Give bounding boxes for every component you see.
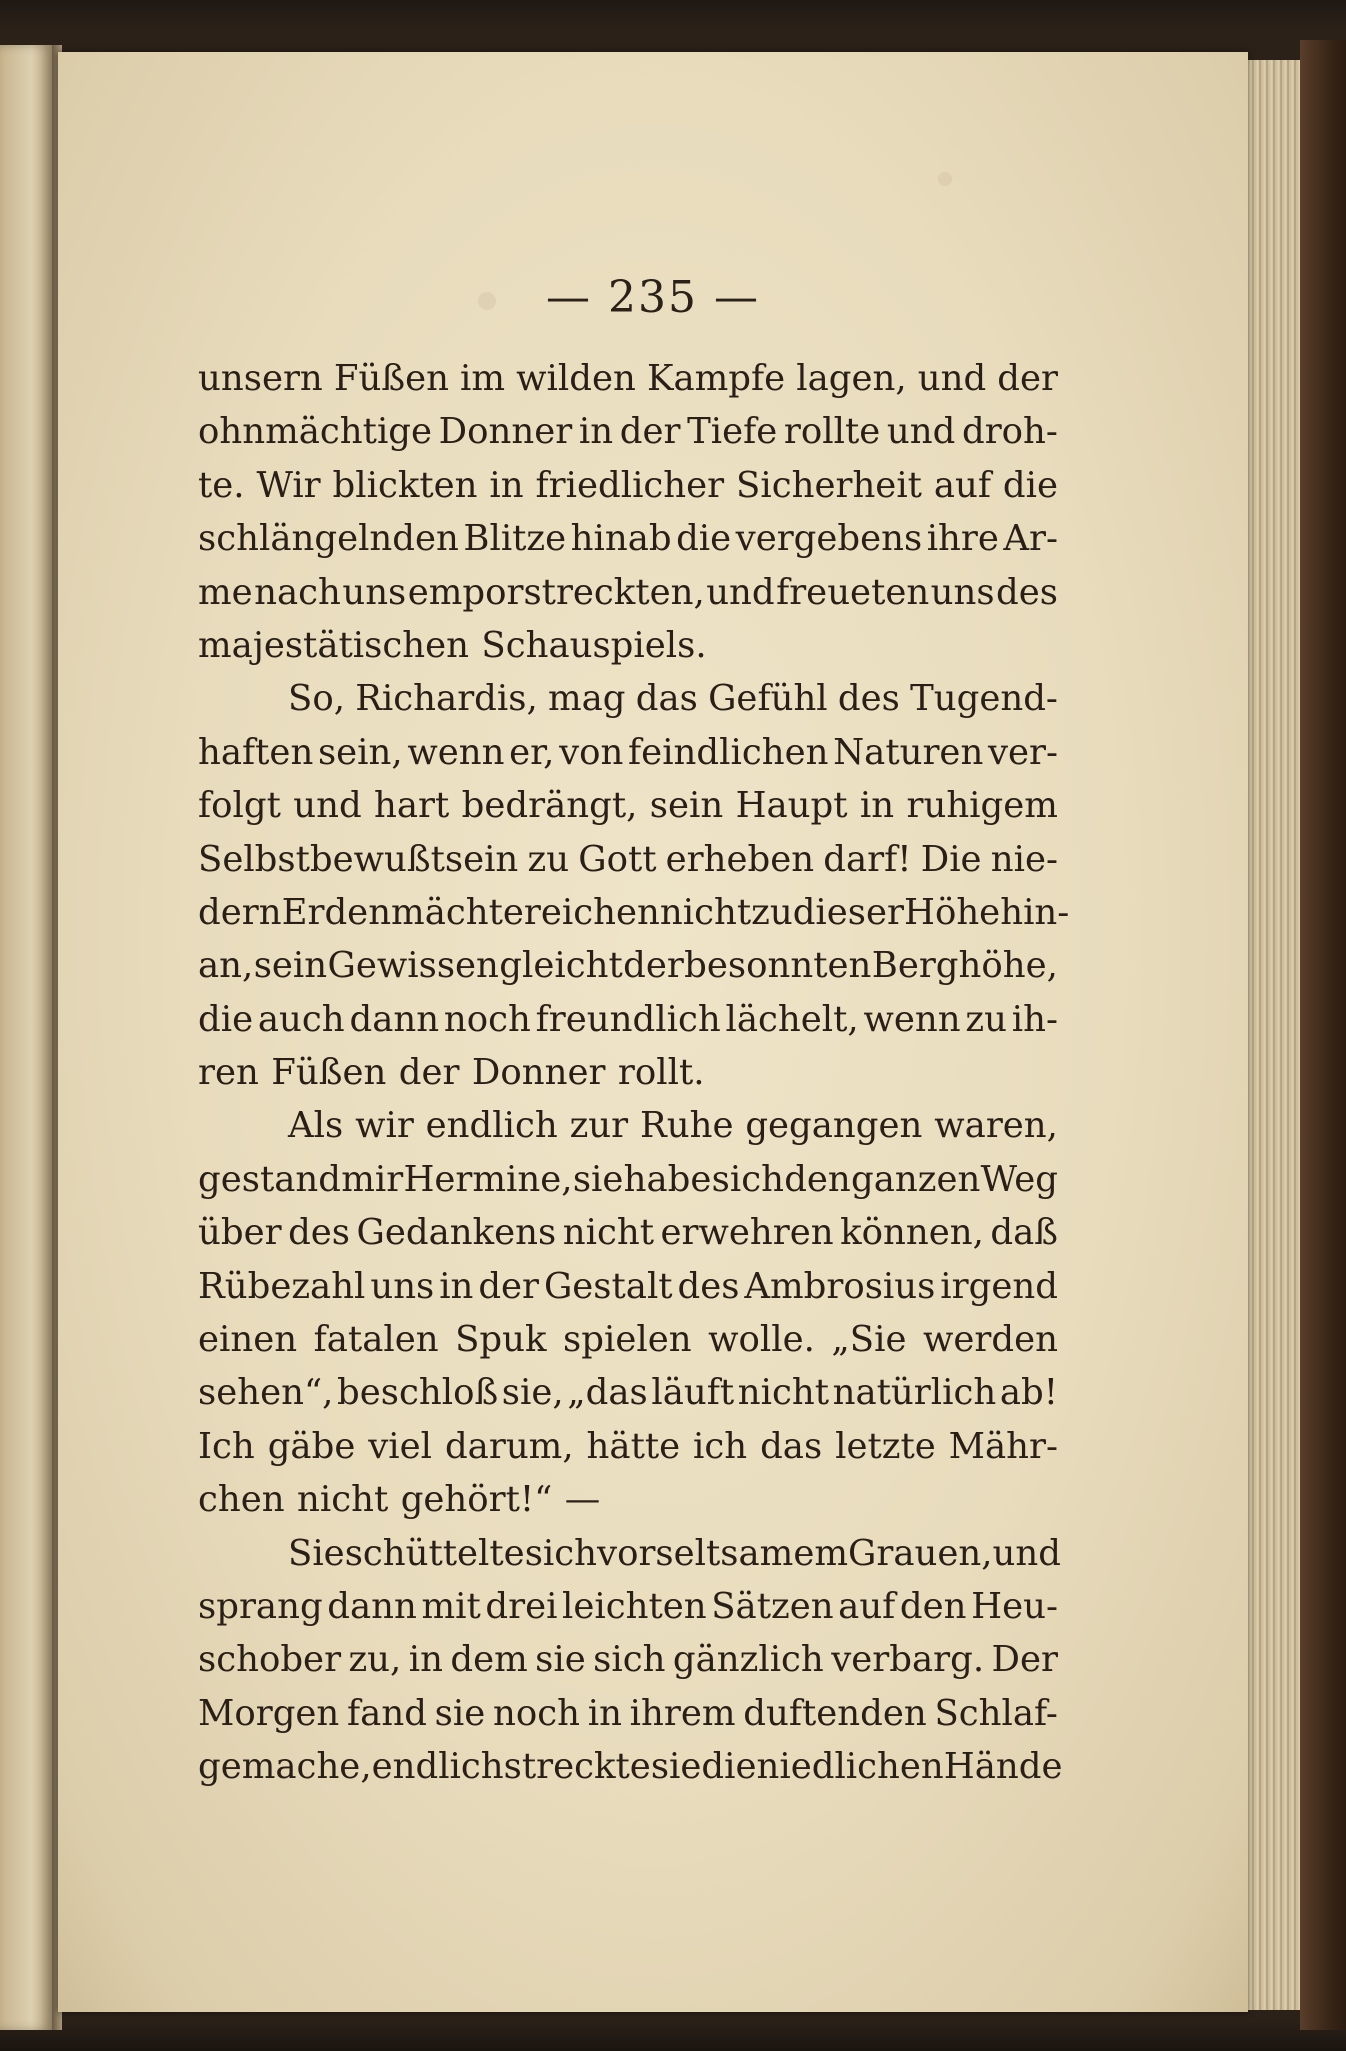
word: sehen“, bbox=[198, 1372, 334, 1414]
word: gänzlich bbox=[672, 1639, 824, 1681]
word: ih- bbox=[1011, 998, 1058, 1040]
word: der bbox=[997, 358, 1058, 399]
text-line bbox=[198, 1633, 1058, 1686]
word: auf bbox=[933, 464, 991, 506]
word: sich bbox=[711, 1158, 784, 1200]
word: des bbox=[288, 1212, 351, 1254]
word: den bbox=[899, 1585, 967, 1627]
word: schüttelte bbox=[344, 1532, 525, 1574]
word: seltsamem bbox=[655, 1532, 848, 1574]
word: von bbox=[559, 731, 624, 773]
word: und bbox=[706, 571, 775, 613]
word: Kampfe bbox=[646, 358, 786, 399]
word: gestand bbox=[198, 1158, 341, 1200]
word: emporstreckten, bbox=[407, 571, 705, 613]
word: Wir bbox=[256, 464, 321, 506]
word: nicht bbox=[297, 1479, 389, 1521]
word: spielen bbox=[563, 1319, 692, 1361]
word: Rübezahl bbox=[198, 1265, 366, 1307]
word: Höhe bbox=[903, 891, 1001, 933]
word: beschloß bbox=[337, 1372, 499, 1414]
word: nach bbox=[254, 571, 341, 613]
word: wir bbox=[355, 1105, 414, 1147]
word: in bbox=[578, 411, 614, 453]
word: Hermine, bbox=[403, 1158, 573, 1200]
word: der bbox=[478, 1265, 540, 1307]
text-line bbox=[198, 726, 1058, 779]
word: läuft bbox=[651, 1372, 735, 1414]
word: Gestalt bbox=[543, 1265, 673, 1307]
word: noch bbox=[443, 998, 531, 1040]
text-line bbox=[198, 1366, 1058, 1419]
word: endlich bbox=[425, 1105, 558, 1147]
word: nie- bbox=[990, 838, 1058, 880]
text-line bbox=[198, 1580, 1058, 1633]
word: besonnten bbox=[684, 945, 872, 987]
word: feindlichen bbox=[628, 731, 829, 773]
word: können, bbox=[840, 1212, 984, 1254]
word: ohnmächtige bbox=[198, 411, 433, 453]
word: des bbox=[996, 571, 1058, 613]
word: des bbox=[677, 1265, 740, 1307]
word: sie bbox=[434, 1692, 486, 1734]
word: Füßen bbox=[271, 1052, 387, 1094]
text-line bbox=[198, 1420, 1058, 1473]
word: in bbox=[408, 1639, 443, 1681]
word: gemache, bbox=[198, 1746, 372, 1788]
word: der bbox=[623, 945, 684, 987]
word: des bbox=[837, 678, 900, 720]
word: an, bbox=[198, 945, 254, 987]
word: Gedankens bbox=[356, 1212, 557, 1254]
word: mag bbox=[547, 678, 626, 720]
word: duftenden bbox=[743, 1692, 927, 1734]
word: hart bbox=[374, 785, 450, 827]
book-page bbox=[58, 52, 1248, 2012]
word: wolle. bbox=[708, 1319, 815, 1361]
word: lagen, bbox=[796, 358, 907, 399]
word: sie, bbox=[501, 1372, 564, 1414]
word: in bbox=[489, 464, 524, 506]
word: dann bbox=[327, 1585, 417, 1627]
word: fatalen bbox=[313, 1319, 439, 1361]
text-line bbox=[198, 1260, 1058, 1313]
word: Richardis, bbox=[355, 678, 538, 720]
word: ihrem bbox=[629, 1692, 736, 1734]
text-line bbox=[198, 1527, 1061, 1580]
word: und bbox=[917, 358, 987, 399]
word: sich bbox=[524, 1532, 598, 1574]
word: drei bbox=[485, 1585, 558, 1627]
word: gehört!“ bbox=[400, 1479, 553, 1521]
word: leichten bbox=[562, 1585, 707, 1627]
word: erheben bbox=[665, 838, 815, 880]
word: sein, bbox=[317, 731, 403, 773]
word: nicht bbox=[562, 1212, 654, 1254]
word: uns bbox=[342, 571, 407, 613]
word: auf bbox=[838, 1585, 896, 1627]
text-line bbox=[198, 352, 1058, 405]
word: sein bbox=[253, 945, 328, 987]
word: — bbox=[564, 1479, 601, 1521]
word: sie bbox=[572, 1158, 624, 1200]
word: und bbox=[293, 785, 362, 827]
word: ihre bbox=[926, 518, 999, 560]
word: mir bbox=[341, 1158, 404, 1200]
word: Gewissen bbox=[327, 945, 499, 987]
word: vor bbox=[597, 1532, 656, 1574]
text-line bbox=[198, 833, 1058, 886]
word: streckte bbox=[503, 1746, 651, 1788]
word: lächelt, bbox=[725, 998, 859, 1040]
word: habe bbox=[623, 1158, 712, 1200]
paper-spot bbox=[938, 172, 952, 186]
word: me bbox=[198, 571, 253, 613]
word: die bbox=[1002, 464, 1058, 506]
word: chen bbox=[198, 1479, 285, 1521]
word: das bbox=[760, 1425, 823, 1467]
text-line bbox=[198, 1099, 1058, 1152]
text-line bbox=[198, 1046, 1058, 1099]
text-line bbox=[198, 459, 1058, 512]
word: Spuk bbox=[455, 1319, 547, 1361]
word: dern bbox=[198, 891, 282, 933]
word: nicht bbox=[737, 1372, 829, 1414]
text-line bbox=[198, 566, 1058, 619]
word: Der bbox=[991, 1639, 1058, 1681]
word: den bbox=[784, 1158, 851, 1200]
word: zur bbox=[569, 1105, 629, 1147]
word: und bbox=[992, 1532, 1061, 1574]
word: schober bbox=[198, 1639, 342, 1681]
text-line bbox=[198, 886, 1070, 939]
word: majestätischen bbox=[198, 624, 469, 666]
word: gleicht bbox=[499, 945, 623, 987]
word: ren bbox=[198, 1052, 259, 1094]
word: noch bbox=[493, 1692, 580, 1734]
word: blickten bbox=[332, 464, 478, 506]
word: reichen bbox=[523, 891, 660, 933]
text-line bbox=[198, 1206, 1058, 1259]
word: über bbox=[198, 1212, 282, 1254]
word: einen bbox=[198, 1319, 298, 1361]
word: Ruhe bbox=[639, 1105, 734, 1147]
word: wenn bbox=[863, 998, 961, 1040]
word: te. bbox=[198, 464, 245, 506]
page-number-header: — 235 — bbox=[546, 272, 760, 323]
word: die bbox=[676, 518, 732, 560]
word: hin- bbox=[1000, 891, 1070, 933]
word: ruhigem bbox=[906, 785, 1058, 827]
word: Morgen bbox=[198, 1692, 340, 1734]
word: ab! bbox=[999, 1372, 1058, 1414]
word: bedrängt, bbox=[461, 785, 638, 827]
text-line bbox=[198, 619, 1058, 672]
word: letzte bbox=[835, 1425, 936, 1467]
word: Donner bbox=[471, 1052, 606, 1094]
word: in bbox=[439, 1265, 474, 1307]
word: werden bbox=[922, 1319, 1058, 1361]
word: Erdenmächte bbox=[281, 891, 524, 933]
text-line bbox=[198, 779, 1058, 832]
word: uns bbox=[370, 1265, 435, 1307]
word: Heu- bbox=[971, 1585, 1058, 1627]
word: folgt bbox=[198, 785, 281, 827]
word: Sicherheit bbox=[736, 464, 922, 506]
word: haften bbox=[198, 731, 314, 773]
word: dann bbox=[349, 998, 440, 1040]
word: Sätzen bbox=[711, 1585, 834, 1627]
text-line bbox=[198, 993, 1058, 1046]
word: zu, bbox=[348, 1639, 402, 1681]
word: Berghöhe, bbox=[871, 945, 1058, 987]
word: rollt. bbox=[617, 1052, 705, 1094]
word: Gott bbox=[578, 838, 657, 880]
word: Haupt bbox=[735, 785, 848, 827]
text-line bbox=[198, 1153, 1058, 1206]
word: hinab bbox=[570, 518, 672, 560]
word: ver- bbox=[987, 731, 1058, 773]
word: die bbox=[701, 1746, 757, 1788]
word: endlich bbox=[371, 1746, 504, 1788]
word: sprang bbox=[198, 1585, 323, 1627]
word: die bbox=[198, 998, 254, 1040]
word: dem bbox=[450, 1639, 528, 1681]
word: freueten bbox=[776, 571, 930, 613]
word: Hände bbox=[943, 1746, 1063, 1788]
page-edges bbox=[1248, 60, 1308, 2010]
word: wenn bbox=[407, 731, 505, 773]
word: Weg bbox=[980, 1158, 1058, 1200]
word: Tugend- bbox=[910, 678, 1058, 720]
word: „Sie bbox=[831, 1319, 907, 1361]
word: verbarg. bbox=[831, 1639, 985, 1681]
word: sie bbox=[650, 1746, 702, 1788]
word: Grauen, bbox=[848, 1532, 993, 1574]
word: darf! bbox=[823, 838, 912, 880]
facing-page-edge bbox=[0, 45, 52, 2030]
text-line bbox=[198, 1473, 1058, 1526]
word: rollte bbox=[783, 411, 881, 453]
word: sein bbox=[649, 785, 724, 827]
word: fand bbox=[347, 1692, 427, 1734]
word: „das bbox=[567, 1372, 648, 1414]
word: daß bbox=[990, 1212, 1058, 1254]
word: in bbox=[587, 1692, 622, 1734]
word: im bbox=[460, 358, 506, 399]
text-line bbox=[198, 1687, 1058, 1740]
word: dieser bbox=[792, 891, 904, 933]
word: der bbox=[398, 1052, 460, 1094]
word: Tiefe bbox=[687, 411, 778, 453]
text-line bbox=[198, 1740, 1063, 1793]
page-body-text bbox=[198, 352, 1070, 1794]
word: freundlich bbox=[535, 998, 721, 1040]
word: sich bbox=[593, 1639, 666, 1681]
word: viel bbox=[368, 1425, 433, 1467]
word: gegangen bbox=[745, 1105, 923, 1147]
word: Blitze bbox=[463, 518, 567, 560]
word: zu bbox=[527, 838, 570, 880]
text-line bbox=[198, 1313, 1058, 1366]
word: Schauspiels. bbox=[481, 624, 707, 666]
word: Ar- bbox=[1003, 518, 1058, 560]
word: droh- bbox=[961, 411, 1058, 453]
word: Ambrosius bbox=[744, 1265, 936, 1307]
word: das bbox=[635, 678, 698, 720]
word: auch bbox=[257, 998, 345, 1040]
word: Ich bbox=[198, 1425, 255, 1467]
word: unsern bbox=[198, 358, 323, 399]
word: natürlich bbox=[832, 1372, 997, 1414]
word: erwehren bbox=[660, 1212, 834, 1254]
word: zu bbox=[965, 998, 1007, 1040]
word: irgend bbox=[940, 1265, 1058, 1307]
word: Schlaf- bbox=[934, 1692, 1058, 1734]
word: uns bbox=[930, 571, 995, 613]
word: zu bbox=[751, 891, 793, 933]
text-line bbox=[198, 939, 1058, 992]
word: Naturen bbox=[833, 731, 984, 773]
word: hätte bbox=[586, 1425, 681, 1467]
word: Donner bbox=[438, 411, 573, 453]
word: darum, bbox=[444, 1425, 574, 1467]
text-line bbox=[198, 405, 1058, 458]
word: Selbstbewußtsein bbox=[198, 838, 519, 880]
word: schlängelnden bbox=[198, 518, 459, 560]
word: waren, bbox=[934, 1105, 1058, 1147]
word: gäbe bbox=[267, 1425, 356, 1467]
word: und bbox=[886, 411, 956, 453]
word: Mähr- bbox=[948, 1425, 1058, 1467]
word: wilden bbox=[516, 358, 636, 399]
word: niedlichen bbox=[756, 1746, 944, 1788]
text-line bbox=[198, 672, 1058, 725]
word: nicht bbox=[659, 891, 752, 933]
word: friedlicher bbox=[535, 464, 725, 506]
word: vergebens bbox=[735, 518, 923, 560]
text-line bbox=[198, 512, 1058, 565]
word: ganzen bbox=[851, 1158, 981, 1200]
word: Sie bbox=[288, 1532, 345, 1574]
word: sie bbox=[535, 1639, 586, 1681]
word: Die bbox=[920, 838, 982, 880]
word: mit bbox=[421, 1585, 481, 1627]
book-cover-edge bbox=[1300, 40, 1346, 2030]
word: Als bbox=[288, 1105, 344, 1147]
word: er, bbox=[509, 731, 555, 773]
word: Gefühl bbox=[708, 678, 828, 720]
word: Füßen bbox=[333, 358, 449, 399]
word: So, bbox=[288, 678, 345, 720]
word: der bbox=[619, 411, 681, 453]
word: ich bbox=[693, 1425, 748, 1467]
word: in bbox=[859, 785, 895, 827]
